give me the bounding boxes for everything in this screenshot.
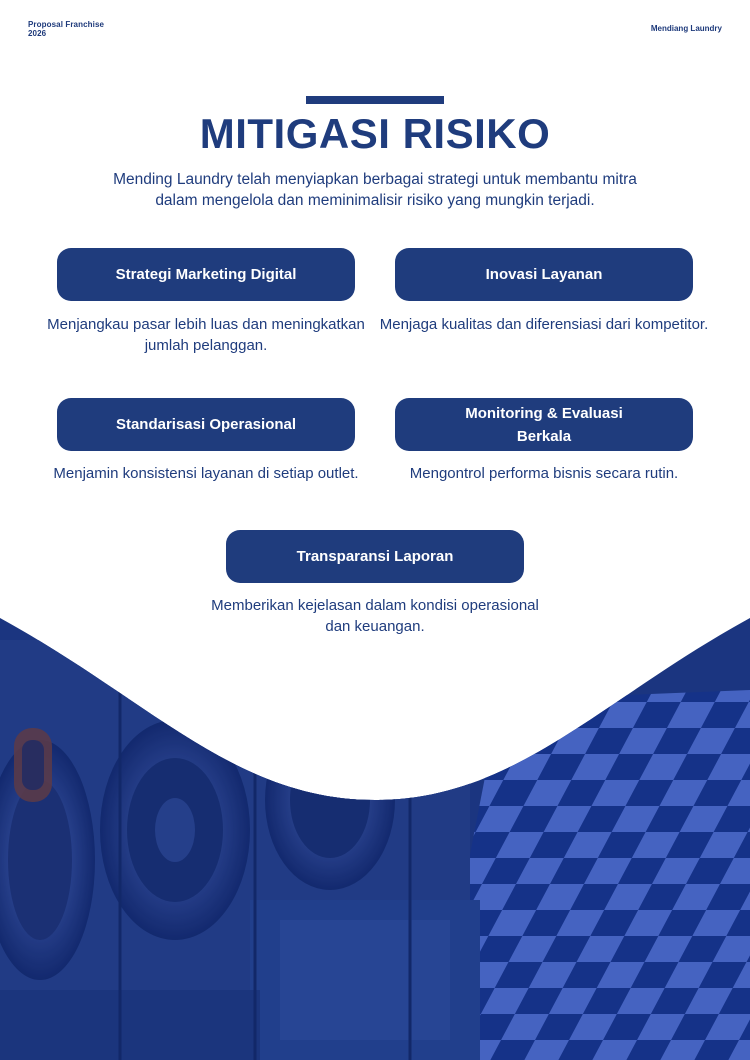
brand-name: Mendiang Laundry (650, 24, 722, 33)
strategy-desc-standarisasi: Menjamin konsistensi layanan di setiap outlet. (53, 465, 359, 482)
strategy-title-inovasi: Inovasi Layanan (395, 248, 693, 301)
strategy-desc-inovasi: Menjaga kualitas dan diferensiasi dari kompetitor. (379, 316, 709, 333)
document-label-line1: Proposal Franchise (28, 20, 105, 29)
strategy-desc-monitoring: Mengontrol performa bisnis secara rutin. (409, 465, 679, 482)
strategy-title-standarisasi: Standarisasi Operasional (57, 398, 355, 451)
document-label (28, 20, 104, 38)
strategy-title-marketing: Strategi Marketing Digital (57, 248, 355, 301)
document-label-line2: 2026 (28, 29, 47, 38)
title-accent-bar (306, 96, 444, 104)
intro-paragraph: Mending Laundry telah menyiapkan berbagai strategi untuk membantu mitra dalam mengelola dan meminimalisir risiko yang mungkin terjadi. (113, 171, 637, 209)
strategy-desc-transparansi: Memberikan kejelasan dalam kondisi operasional dan keuangan. (211, 597, 539, 635)
page-title: MITIGASI RISIKO (199, 110, 551, 157)
strategy-title-monitoring: Monitoring & Evaluasi Berkala (395, 398, 693, 451)
strategy-title-transparansi: Transparansi Laporan (226, 530, 524, 583)
strategy-desc-marketing: Menjangkau pasar lebih luas dan meningkatkan jumlah pelanggan. (47, 316, 365, 354)
